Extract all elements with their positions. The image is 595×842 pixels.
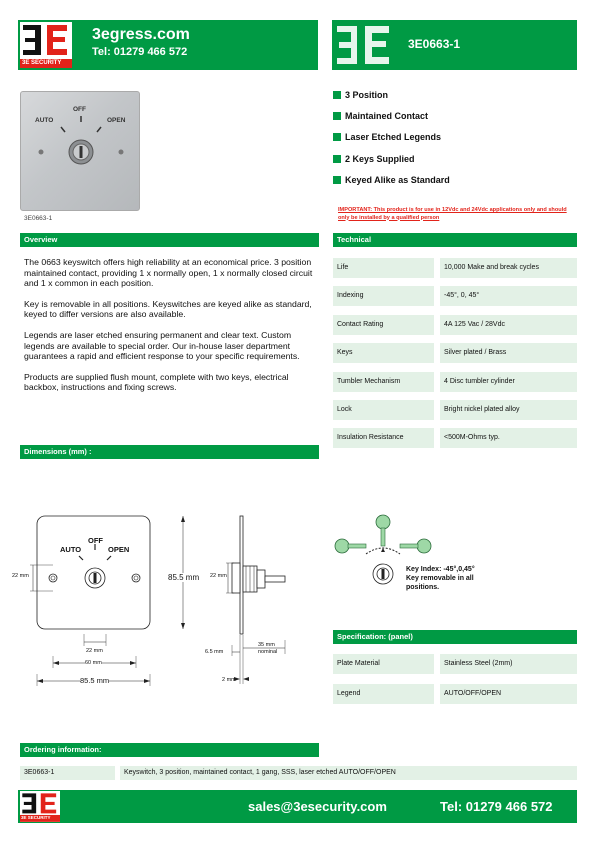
tech-row-label: Life <box>333 258 434 278</box>
key-right-icon <box>400 539 431 553</box>
tech-row-value: Bright nickel plated alloy <box>440 400 577 420</box>
technical-header: Technical <box>333 233 577 247</box>
tech-row-label: Keys <box>333 343 434 363</box>
feature-item <box>333 131 441 143</box>
bullet-square-icon <box>333 91 341 99</box>
spec-row-label: Plate Material <box>333 654 434 674</box>
footer-logo <box>20 791 60 822</box>
dim-85-right: 85.5 mm <box>168 573 200 582</box>
bullet-square-icon <box>333 112 341 120</box>
ordering-description: Keyswitch, 3 position, maintained contact, 1 gang, SSS, laser etched AUTO/OFF/OPEN <box>120 766 577 780</box>
tech-row-label: Tumbler Mechanism <box>333 372 434 392</box>
overview-header: Overview <box>20 233 319 247</box>
header-tel: Tel: 01279 466 572 <box>92 46 188 58</box>
dimensions-header: Dimensions (mm) : <box>20 445 319 459</box>
overview-paragraph: Legends are laser etched ensuring permanent and clear text. Custom legends are available to special order. Our in-house laser department guarantees a rapid and efficient response to your specific requirements. <box>24 329 300 362</box>
header-logo <box>20 22 72 68</box>
spec-row-value: Stainless Steel (2mm) <box>440 654 577 674</box>
tech-row-value: 4 Disc tumbler cylinder <box>440 372 577 392</box>
3e-watermark-icon <box>333 22 395 68</box>
feature-item <box>333 110 428 122</box>
header-logo-text: 3E SECURITY <box>22 60 62 66</box>
specification-header: Specification: (panel) <box>333 630 577 644</box>
feature-label: Laser Etched Legends <box>345 132 442 142</box>
front-label-auto: AUTO <box>60 545 82 554</box>
tech-row-value: 10,000 Make and break cycles <box>440 258 577 278</box>
front-label-off: OFF <box>88 536 103 545</box>
header-site[interactable]: 3egress.com <box>92 26 190 43</box>
side-dim-6-5: 6.5 mm <box>205 649 224 655</box>
feature-item <box>333 174 450 186</box>
bullet-square-icon <box>333 155 341 163</box>
overview-paragraph: Key is removable in all positions. Keyswitches are keyed alike as standard, keyed to differ versions are also available. <box>24 298 312 320</box>
overview-body <box>24 257 316 403</box>
key-removable-label-1: Key removable in all <box>406 575 474 582</box>
side-dim-nominal: nominal <box>258 649 278 655</box>
tech-row-value: -45°, 0, 45° <box>440 286 577 306</box>
tech-row-label: Insulation Resistance <box>333 428 434 448</box>
dim-22-left: 22 mm <box>12 573 29 579</box>
photo-label-auto: AUTO <box>35 117 54 124</box>
tech-row-label: Contact Rating <box>333 315 434 335</box>
tech-row-value: 4A 125 Vac / 28Vdc <box>440 315 577 335</box>
feature-item <box>333 153 415 165</box>
tech-row-value: <500M-Ohms typ. <box>440 428 577 448</box>
overview-paragraph: The 0663 keyswitch offers high reliability at an economical price. 3 position maintained contact, providing 1 x normally open, 1 x normally closed circuit and 1 x common in each position. <box>24 257 313 289</box>
photo-label-open: OPEN <box>107 117 126 124</box>
spec-row-value: AUTO/OFF/OPEN <box>440 684 577 704</box>
footer-logo-text: 3E SECURITY <box>21 815 51 820</box>
side-dim-22: 22 mm <box>210 573 227 579</box>
dim-60: 60 mm <box>85 660 102 666</box>
bullet-square-icon <box>333 176 341 184</box>
footer-tel: Tel: 01279 466 572 <box>440 799 553 814</box>
spec-row-label: Legend <box>333 684 434 704</box>
key-left-icon <box>335 539 366 553</box>
feature-item <box>333 89 388 101</box>
tech-row-label: Indexing <box>333 286 434 306</box>
dimension-drawing <box>0 460 330 700</box>
front-label-open: OPEN <box>108 545 130 554</box>
ordering-code: 3E0663-1 <box>20 766 115 780</box>
photo-caption: 3E0663-1 <box>24 215 53 222</box>
footer-email[interactable]: sales@3esecurity.com <box>248 799 387 814</box>
dim-22-bottom: 22 mm <box>86 648 103 654</box>
tech-row-value: Silver plated / Brass <box>440 343 577 363</box>
ordering-header: Ordering information: <box>20 743 319 757</box>
key-index-label: Key Index: -45°,0,45° <box>406 566 475 573</box>
feature-label: 3 Position <box>345 90 389 100</box>
keyswitch-photo-icon <box>21 92 141 212</box>
feature-label: Maintained Contact <box>345 111 429 121</box>
header-right-logo <box>333 22 395 68</box>
product-code: 3E0663-1 <box>408 37 461 51</box>
feature-label: Keyed Alike as Standard <box>345 175 450 185</box>
side-dim-2: 2 mm <box>222 677 236 683</box>
bullet-square-icon <box>333 133 341 141</box>
product-photo <box>20 91 140 211</box>
side-dim-35: 35 mm <box>258 642 275 648</box>
key-removable-label-2: positions. <box>406 584 440 591</box>
overview-paragraph: Products are supplied flush mount, complete with two keys, electrical backbox, instructions and fixing screws. <box>24 371 289 393</box>
dim-85-bottom: 85.5 mm <box>80 676 110 685</box>
photo-label-off: OFF <box>73 106 86 113</box>
tech-row-label: Lock <box>333 400 434 420</box>
feature-label: 2 Keys Supplied <box>345 154 415 164</box>
key-top-icon <box>376 515 390 546</box>
important-notice: IMPORTANT: This product is for use in 12Vdc and 24Vdc applications only and should only be installed by a qualified person <box>338 207 567 221</box>
